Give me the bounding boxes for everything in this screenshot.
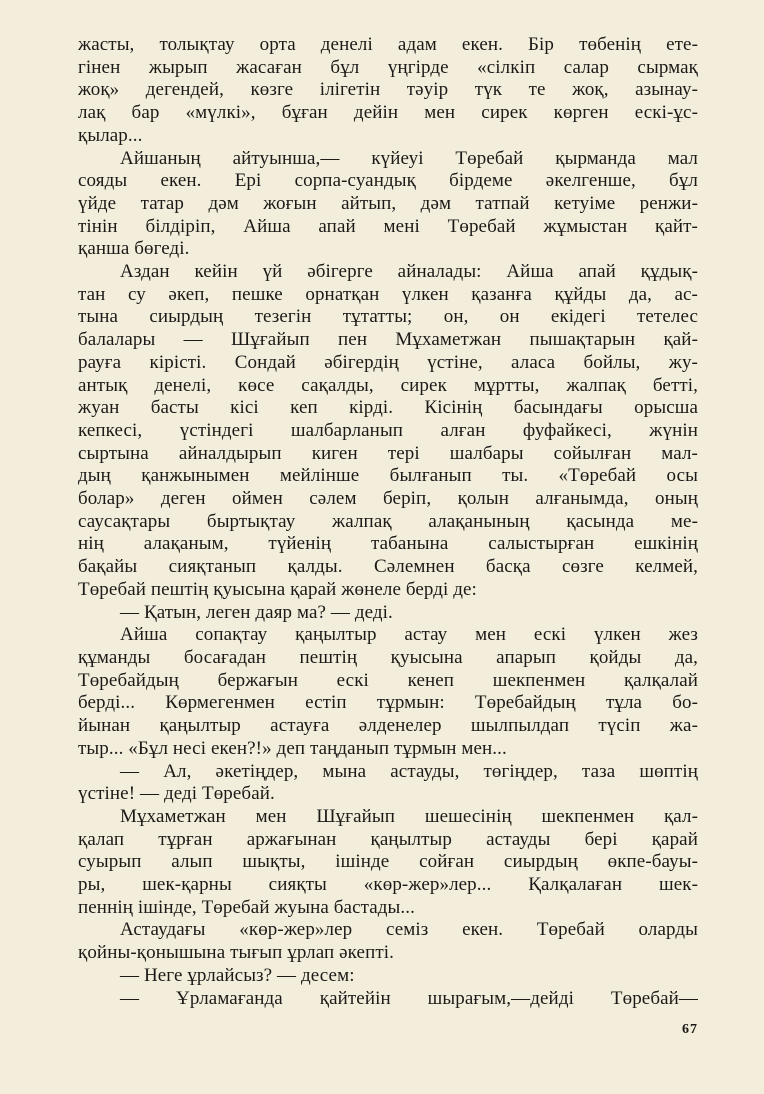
text-line: тінін білдіріп, Айша апай мені Төребай жұмыстан қайт- xyxy=(78,215,698,237)
text-line: жасты, толықтау орта денелі адам екен. Бір төбенің ете- xyxy=(78,34,698,55)
text-line: нің алақаным, түйенің табанына салыстырған ешкінің xyxy=(78,533,698,555)
text-line: антық денелі, көсе сақалды, сирек мұртты, жалпақ бетті, xyxy=(78,374,698,396)
text-line: Айша сопақтау қаңылтыр астау мен ескі үлкен жез xyxy=(120,624,698,646)
text-line: сыртына айналдырып киген тері шалбары сойылған мал- xyxy=(78,442,698,464)
text-line: тына сиырдың тезегін тұтатты; он, он екідегі тетелес xyxy=(78,306,698,328)
text-line: йынан қаңылтыр астауға әлденелер шылпылдап түсіп жа- xyxy=(78,715,698,737)
page-number: 67 xyxy=(682,1022,698,1037)
text-line: кепкесі, үстіндегі шалбарланып алған фуфайкесі, жүнін xyxy=(78,419,698,441)
text-line: рауға кірісті. Сондай әбігердің үстіне, аласа бойлы, жу- xyxy=(78,351,698,373)
text-line: болар» деген оймен сәлем беріп, қолын алғанымда, оның xyxy=(78,488,698,510)
text-line: пеннің ішінде, Төребай жуына бастады... xyxy=(78,896,415,918)
text-line: Төребай пештің қуысына қарай жөнеле берді де: xyxy=(78,578,477,600)
text-line: қалап тұрған аржағынан қаңылтыр астауды бері қарай xyxy=(78,828,698,850)
text-line: үйде татар дәм жоғын айтып, дәм татпай кетуіме ренжи- xyxy=(78,192,698,214)
text-line: Айшаның айтуынша,— күйеуі Төребай қырманда мал xyxy=(120,147,698,169)
text-line: дың қанжынымен мейлінше былғанып ты. «Төребай осы xyxy=(78,465,698,487)
body-text xyxy=(78,34,698,1010)
text-line: балалары — Шұғайып пен Мұхаметжан пышақтарын қай- xyxy=(78,329,698,351)
text-line: берді... Көрмегенмен естіп тұрмын: Төребайдың тұла бо- xyxy=(78,692,698,714)
text-line: гінен жырып жасаған бұл үңгірде «сілкіп салар сырмақ xyxy=(78,56,698,78)
text-line: үстіне! — деді Төребай. xyxy=(78,783,275,805)
text-line: Аздан кейін үй әбігерге айналады: Айша апай құдық- xyxy=(120,261,698,283)
text-line: — Қатын, леген даяр ма? — деді. xyxy=(120,601,393,623)
text-line: тан су әкеп, пешке орнатқан үлкен қазанға құйды да, ас- xyxy=(78,283,698,305)
text-line: бақайы сияқтанып қалды. Сәлемнен басқа сөзге келмей, xyxy=(78,556,698,578)
text-line: ры, шек-қарны сияқты «көр-жер»лер... Қалқалаған шек- xyxy=(78,874,698,896)
text-line: қанша бөгеді. xyxy=(78,238,190,260)
text-line: құманды босағадан пештің қуысына апарып қойды да, xyxy=(78,646,698,668)
text-line: жоқ» дегендей, көзге ілігетін тәуір түк те жоқ, азынау- xyxy=(78,79,698,101)
text-line: сояды екен. Ері сорпа-суандық бірдеме әкелгенше, бұл xyxy=(78,170,698,192)
text-line: суырып алып шықты, ішінде сойған сиырдың өкпе-бауы- xyxy=(78,851,698,873)
text-line: — Ұрламағанда қайтейін шырағым,—дейді Төребай— xyxy=(120,987,698,1009)
text-line: саусақтары быртықтау жалпақ алақанының қасында ме- xyxy=(78,510,698,532)
text-line: қылар... xyxy=(78,124,143,146)
text-line: — Неге ұрлайсыз? — десем: xyxy=(120,964,355,986)
text-line: қойны-қонышына тығып ұрлап әкепті. xyxy=(78,942,394,964)
text-line: тыр... «Бұл несі екен?!» деп таңданып тұрмын мен... xyxy=(78,737,507,759)
text-line: Төребайдың бержағын ескі кенеп шекпенмен қалқалай xyxy=(78,669,698,691)
text-line: Астаудағы «көр-жер»лер семіз екен. Төребай оларды xyxy=(120,919,698,941)
text-line: лақ бар «мүлкі», бұған дейін мен сирек көрген ескі-ұс- xyxy=(78,102,698,124)
text-line: Мұхаметжан мен Шұғайып шешесінің шекпенмен қал- xyxy=(120,805,698,827)
text-line: жуан басты кісі кеп кірді. Кісінің басындағы орысша xyxy=(78,397,698,419)
text-line: — Ал, әкетіңдер, мына астауды, төгіңдер, таза шөптің xyxy=(120,760,698,782)
